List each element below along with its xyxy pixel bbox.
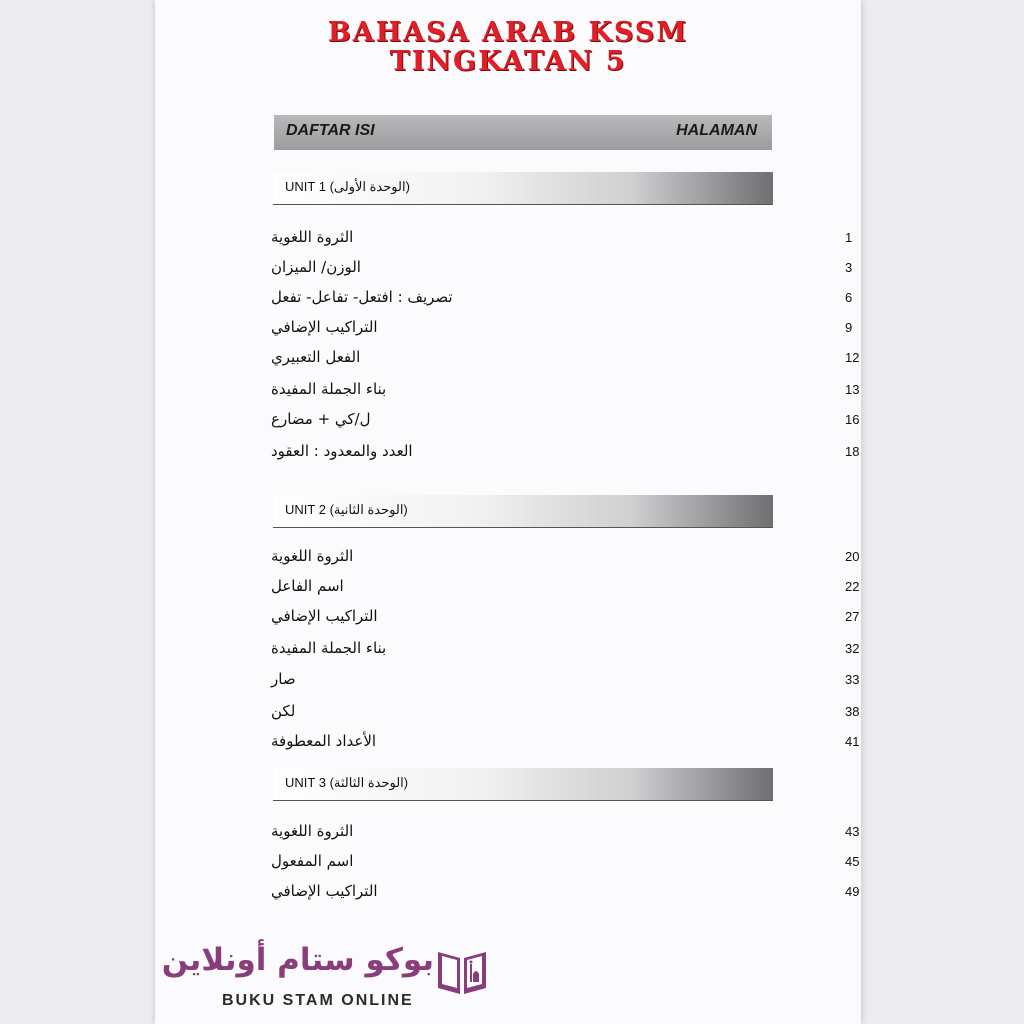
unit-2-arabic: (الوحدة الثانية) <box>329 502 408 517</box>
toc-entry-title: الثروة اللغوية <box>271 228 354 246</box>
toc-entry-title: التراكيب الإضافي <box>271 318 378 336</box>
toc-entry-page: 45 <box>845 854 860 869</box>
toc-row <box>265 880 860 908</box>
toc-entry-title: بناء الجملة المفيدة <box>271 380 387 398</box>
toc-row <box>265 820 860 848</box>
toc-entry-page: 32 <box>845 641 860 656</box>
unit-1-header <box>273 172 773 205</box>
toc-entry-page: 27 <box>845 609 860 624</box>
toc-row <box>265 346 860 374</box>
toc-entry-title: الوزن/ الميزان <box>271 258 361 276</box>
toc-entry-page: 16 <box>845 412 860 427</box>
toc-row <box>265 316 853 344</box>
toc-entry-title: اسم المفعول <box>271 852 354 870</box>
toc-row <box>265 440 860 468</box>
toc-row <box>265 730 860 758</box>
toc-row <box>265 637 860 665</box>
toc-row <box>265 575 860 603</box>
toc-entry-title: اسم الفاعل <box>271 577 344 595</box>
toc-row <box>265 408 860 436</box>
toc-entry-page: 12 <box>845 350 860 365</box>
toc-entry-page: 18 <box>845 444 860 459</box>
toc-entry-page: 38 <box>845 704 860 719</box>
toc-row <box>265 256 853 284</box>
toc-row <box>265 286 853 314</box>
toc-row <box>265 226 853 254</box>
toc-row <box>265 545 860 573</box>
toc-entry-page: 22 <box>845 579 860 594</box>
toc-entry-title: العدد والمعدود : العقود <box>271 442 413 460</box>
unit-3-header <box>273 768 773 801</box>
toc-entry-page: 9 <box>845 320 853 335</box>
toc-entry-page: 20 <box>845 549 860 564</box>
store-watermark-logo <box>161 936 518 1016</box>
unit-1-arabic: (الوحدة الأولى) <box>329 179 410 194</box>
logo-arabic-text: بوكو ستام أونلاين <box>161 942 434 978</box>
toc-entry-page: 1 <box>845 230 853 245</box>
toc-row <box>265 850 860 878</box>
document-page <box>155 0 861 1024</box>
toc-entry-title: التراكيب الإضافي <box>271 882 378 900</box>
toc-row <box>265 700 860 728</box>
toc-row <box>265 605 860 633</box>
toc-entry-page: 6 <box>845 290 853 305</box>
toc-entry-page: 33 <box>845 672 860 687</box>
toc-header-title: DAFTAR ISI <box>286 122 375 139</box>
book-mosque-icon <box>436 940 488 996</box>
unit-2-header <box>273 495 773 528</box>
toc-entry-page: 13 <box>845 382 860 397</box>
toc-entry-title: تصريف : افتعل- تفاعل- تفعل <box>271 288 453 306</box>
toc-entry-page: 43 <box>845 824 860 839</box>
unit-3-label: UNIT 3 <box>285 775 326 790</box>
toc-entry-title: صار <box>271 670 296 688</box>
toc-entry-title: التراكيب الإضافي <box>271 607 378 625</box>
unit-3-arabic: (الوحدة الثالثة) <box>329 775 409 790</box>
toc-entry-title: بناء الجملة المفيدة <box>271 639 387 657</box>
toc-entry-page: 3 <box>845 260 853 275</box>
toc-entry-title: ل/كي + مضارع <box>271 410 371 428</box>
toc-row <box>265 378 860 406</box>
toc-entry-title: الفعل التعبيري <box>271 348 361 366</box>
toc-entry-page: 41 <box>845 734 860 749</box>
book-title-line2: TINGKATAN 5 <box>389 46 627 77</box>
toc-header-bar <box>274 115 772 150</box>
book-title-line1: BAHASA ARAB KSSM <box>327 17 689 48</box>
toc-entry-title: الثروة اللغوية <box>271 547 354 565</box>
toc-row <box>265 668 860 696</box>
toc-header-page-label: HALAMAN <box>676 122 757 139</box>
toc-entry-title: لكن <box>271 702 296 720</box>
toc-entry-title: الأعداد المعطوفة <box>271 732 377 750</box>
toc-entry-title: الثروة اللغوية <box>271 822 354 840</box>
unit-1-label: UNIT 1 <box>285 179 326 194</box>
logo-english-text: BUKU STAM ONLINE <box>222 992 414 1009</box>
toc-entry-page: 49 <box>845 884 860 899</box>
unit-2-label: UNIT 2 <box>285 502 326 517</box>
